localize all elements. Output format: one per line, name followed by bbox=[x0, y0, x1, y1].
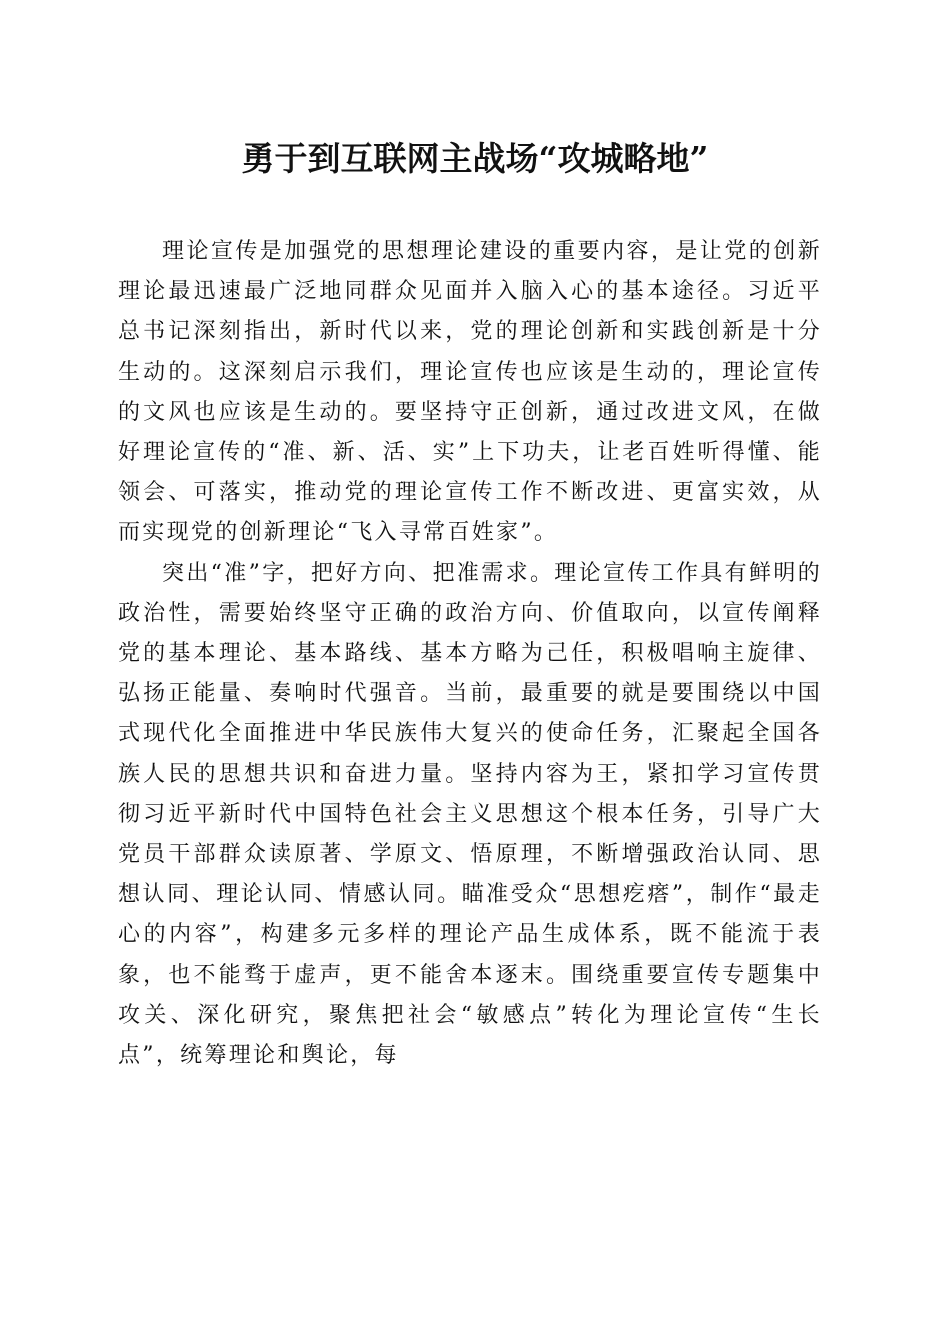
document-title: 勇于到互联网主战场“攻城略地” bbox=[241, 139, 709, 178]
paragraph: 理论宣传是加强党的思想理论建设的重要内容，是让党的创新理论最迅速最广泛地同群众见面并入脑入心的基本途径。习近平总书记深刻指出，新时代以来，党的理论创新和实践创新是十分生动的。这深刻启示我们，理论宣传也应该是生动的，理论宣传的文风也应该是生动的。要坚持守正创新，通过改进文风，在做好理论宣传的“准、新、活、实”上下功夫，让老百姓听得懂、能领会、可落实，推动党的理论宣传工作不断改进、更富实效，从而实现党的创新理论“飞入寻常百姓家”。 bbox=[118, 239, 822, 546]
paragraph: 突出“准”字，把好方向、把准需求。理论宣传工作具有鲜明的政治性，需要始终坚守正确的政治方向、价值取向，以宣传阐释党的基本理论、基本路线、基本方略为己任，积极唱响主旋律、弘扬正能量、奏响时代强音。当前，最重要的就是要围绕以中国式现代化全面推进中华民族伟大复兴的使命任务，汇聚起全国各族人民的思想共识和奋进力量。坚持内容为王，紧扣学习宣传贯彻习近平新时代中国特色社会主义思想这个根本任务，引导广大党员干部群众读原著、学原文、悟原理，不断增强政治认同、思想认同、理论认同、情感认同。瞄准受众“思想疙瘩”，制作“最走心的内容”，构建多元多样的理论产品生成体系，既不能流于表象，也不能骛于虚声，更不能舍本逐末。围绕重要宣传专题集中攻关、深化研究，聚焦把社会“敏感点”转化为理论宣传“生长点”，统筹理论和舆论，每 bbox=[118, 560, 822, 1069]
document-body bbox=[118, 232, 822, 1076]
